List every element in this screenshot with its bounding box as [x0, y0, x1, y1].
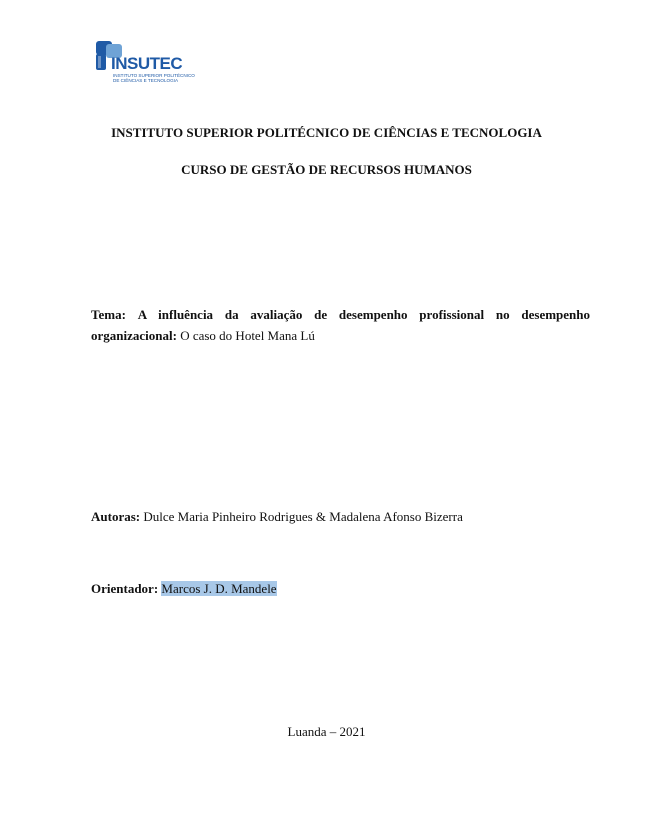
authors-label: Autoras:	[91, 509, 141, 524]
advisor-label: Orientador:	[91, 581, 159, 596]
course-title: CURSO DE GESTÃO DE RECURSOS HUMANOS	[181, 162, 472, 177]
logo-wordmark: INSUTEC	[111, 54, 183, 73]
advisor-name-selected[interactable]: Marcos J. D. Mandele	[161, 581, 277, 596]
topic-title-end: organizacional:	[91, 328, 177, 343]
advisor-line	[91, 581, 277, 597]
institution-logo	[94, 40, 194, 88]
thesis-topic	[91, 304, 590, 346]
authors-line	[91, 509, 463, 525]
institution-title: INSTITUTO SUPERIOR POLITÉCNICO DE CIÊNCIAS E TECNOLOGIA	[111, 125, 542, 140]
authors-value: Dulce Maria Pinheiro Rodrigues & Madalena Afonso Bizerra	[143, 509, 463, 524]
logo-subtitle	[113, 73, 195, 83]
logo-subtitle-line1: INSTITUTO SUPERIOR POLITÉCNICO	[113, 73, 195, 78]
logo-subtitle-line2: DE CIÊNCIAS E TECNOLOGIA	[113, 78, 179, 83]
topic-case: O caso do Hotel Mana Lú	[180, 328, 315, 343]
topic-title-start: A influência da avaliação de desempenho profissional no desempenho	[137, 307, 591, 322]
place-date: Luanda – 2021	[287, 724, 366, 739]
topic-label: Tema:	[91, 307, 126, 322]
topic-line1	[91, 304, 590, 325]
